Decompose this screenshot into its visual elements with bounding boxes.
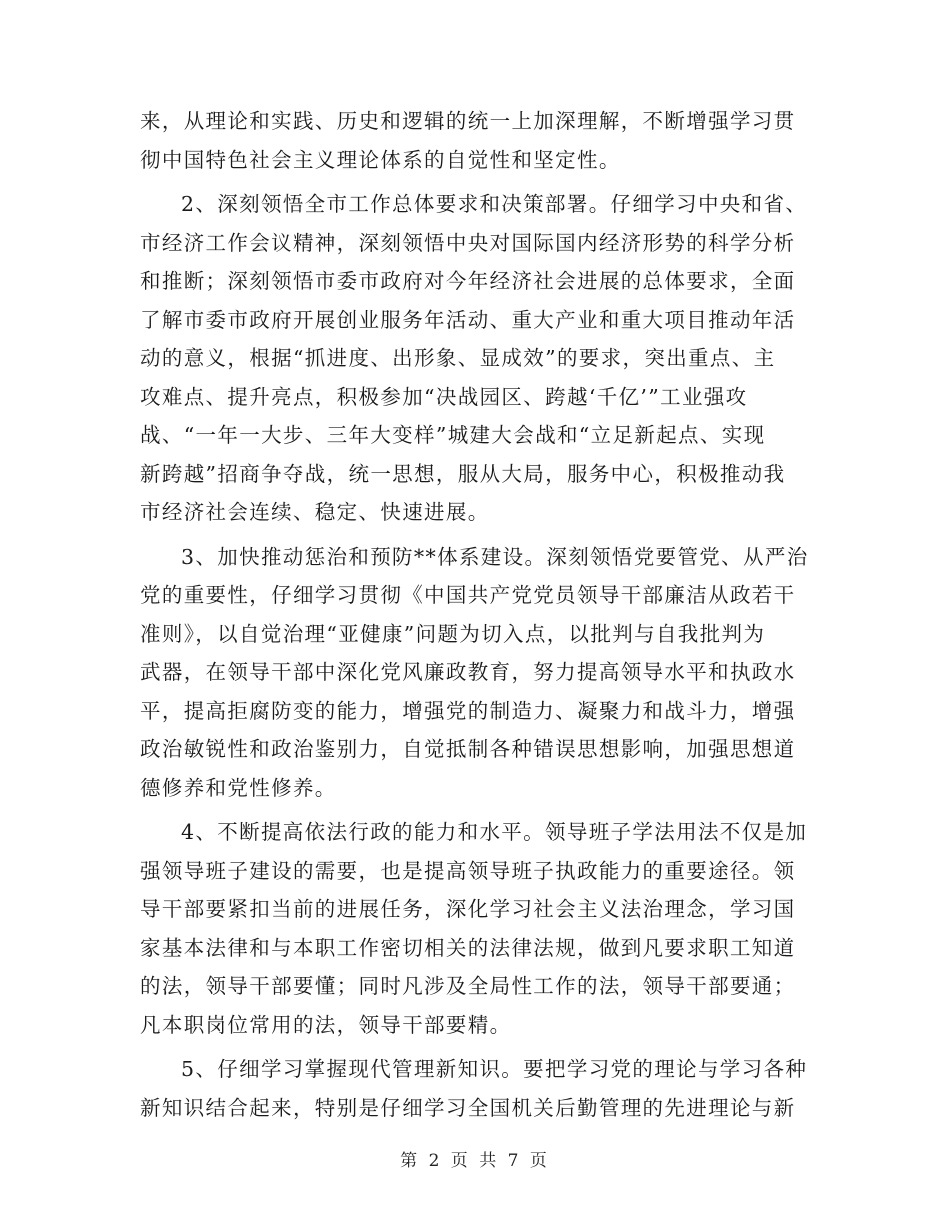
text-line: 了解市委市政府开展创业服务年活动、重大产业和重大项目推动年活: [140, 307, 796, 332]
text-line: 党的重要性，仔细学习贯彻《中国共产党党员领导干部廉洁从政若干: [140, 583, 796, 607]
text-line: 来，从理论和实践、历史和逻辑的统一上加深理解，不断增强学习贯: [140, 109, 796, 133]
page-number-footer: 第 2 页 共 7 页: [400, 1151, 550, 1171]
paragraph: [140, 102, 810, 179]
paragraph: [140, 1050, 810, 1127]
text-line: 准则》，以自觉治理“亚健康”问题为切入点，以批判与自我批判为: [140, 621, 766, 646]
text-line: 2、深刻领悟全市工作总体要求和决策部署。仔细学习中央和省、: [181, 192, 808, 216]
paragraph: [140, 538, 810, 808]
text-line: 平，提高拒腐防变的能力，增强党的制造力、凝聚力和战斗力，增强: [140, 698, 796, 723]
text-line: 新跨越”招商争夺战，统一思想，服从大局，服务中心，积极推动我: [140, 461, 786, 486]
text-line: 5、仔细学习掌握现代管理新知识。要把学习党的理论与学习各种: [181, 1057, 808, 1081]
text-line: 战、“一年一大步、三年大变样”城建大会战和“立足新起点、实现: [140, 423, 766, 447]
text-line: 彻中国特色社会主义理论体系的自觉性和坚定性。: [140, 147, 621, 172]
text-line: 凡本职岗位常用的法，领导干部要精。: [140, 1012, 512, 1037]
text-line: 强领导班子建设的需要，也是提高领导班子执政能力的重要途径。领: [140, 858, 796, 883]
text-line: 市经济工作会议精神，深刻领悟中央对国际国内经济形势的科学分析: [140, 230, 796, 255]
text-line: 攻难点、提升亮点，积极参加“决战园区、跨越‘千亿’”工业强攻: [140, 384, 748, 409]
text-line: 和推断；深刻领悟市委市政府对今年经济社会进展的总体要求，全面: [140, 269, 796, 293]
text-line: 政治敏锐性和政治鉴别力，自觉抵制各种错误思想影响，加强思想道: [140, 737, 796, 761]
text-line: 动的意义，根据“抓进度、出形象、显成效”的要求，突出重点、主: [140, 346, 776, 370]
text-line: 新知识结合起来，特别是仔细学习全国机关后勤管理的先进理论与新: [140, 1095, 796, 1120]
text-line: 4、不断提高依法行政的能力和水平。领导班子学法用法不仅是加: [181, 820, 808, 844]
text-line: 德修养和党性修养。: [140, 775, 337, 800]
text-line: 的法，领导干部要懂；同时凡涉及全局性工作的法，领导干部要通；: [140, 974, 796, 998]
document-body: [140, 102, 810, 1127]
text-line: 武器，在领导干部中深化党风廉政教育，努力提高领导水平和执政水: [140, 660, 796, 684]
text-line: 市经济社会连续、稳定、快速进展。: [140, 500, 490, 524]
text-line: 家基本法律和与本职工作密切相关的法律法规，做到凡要求职工知道: [140, 935, 796, 960]
text-line: 3、加快推动惩治和预防**体系建设。深刻领悟党要管党、从严治: [181, 544, 809, 569]
paragraph: [140, 185, 810, 532]
text-line: 导干部要紧扣当前的进展任务，深化学习社会主义法治理念，学习国: [140, 897, 796, 921]
paragraph: [140, 813, 810, 1044]
